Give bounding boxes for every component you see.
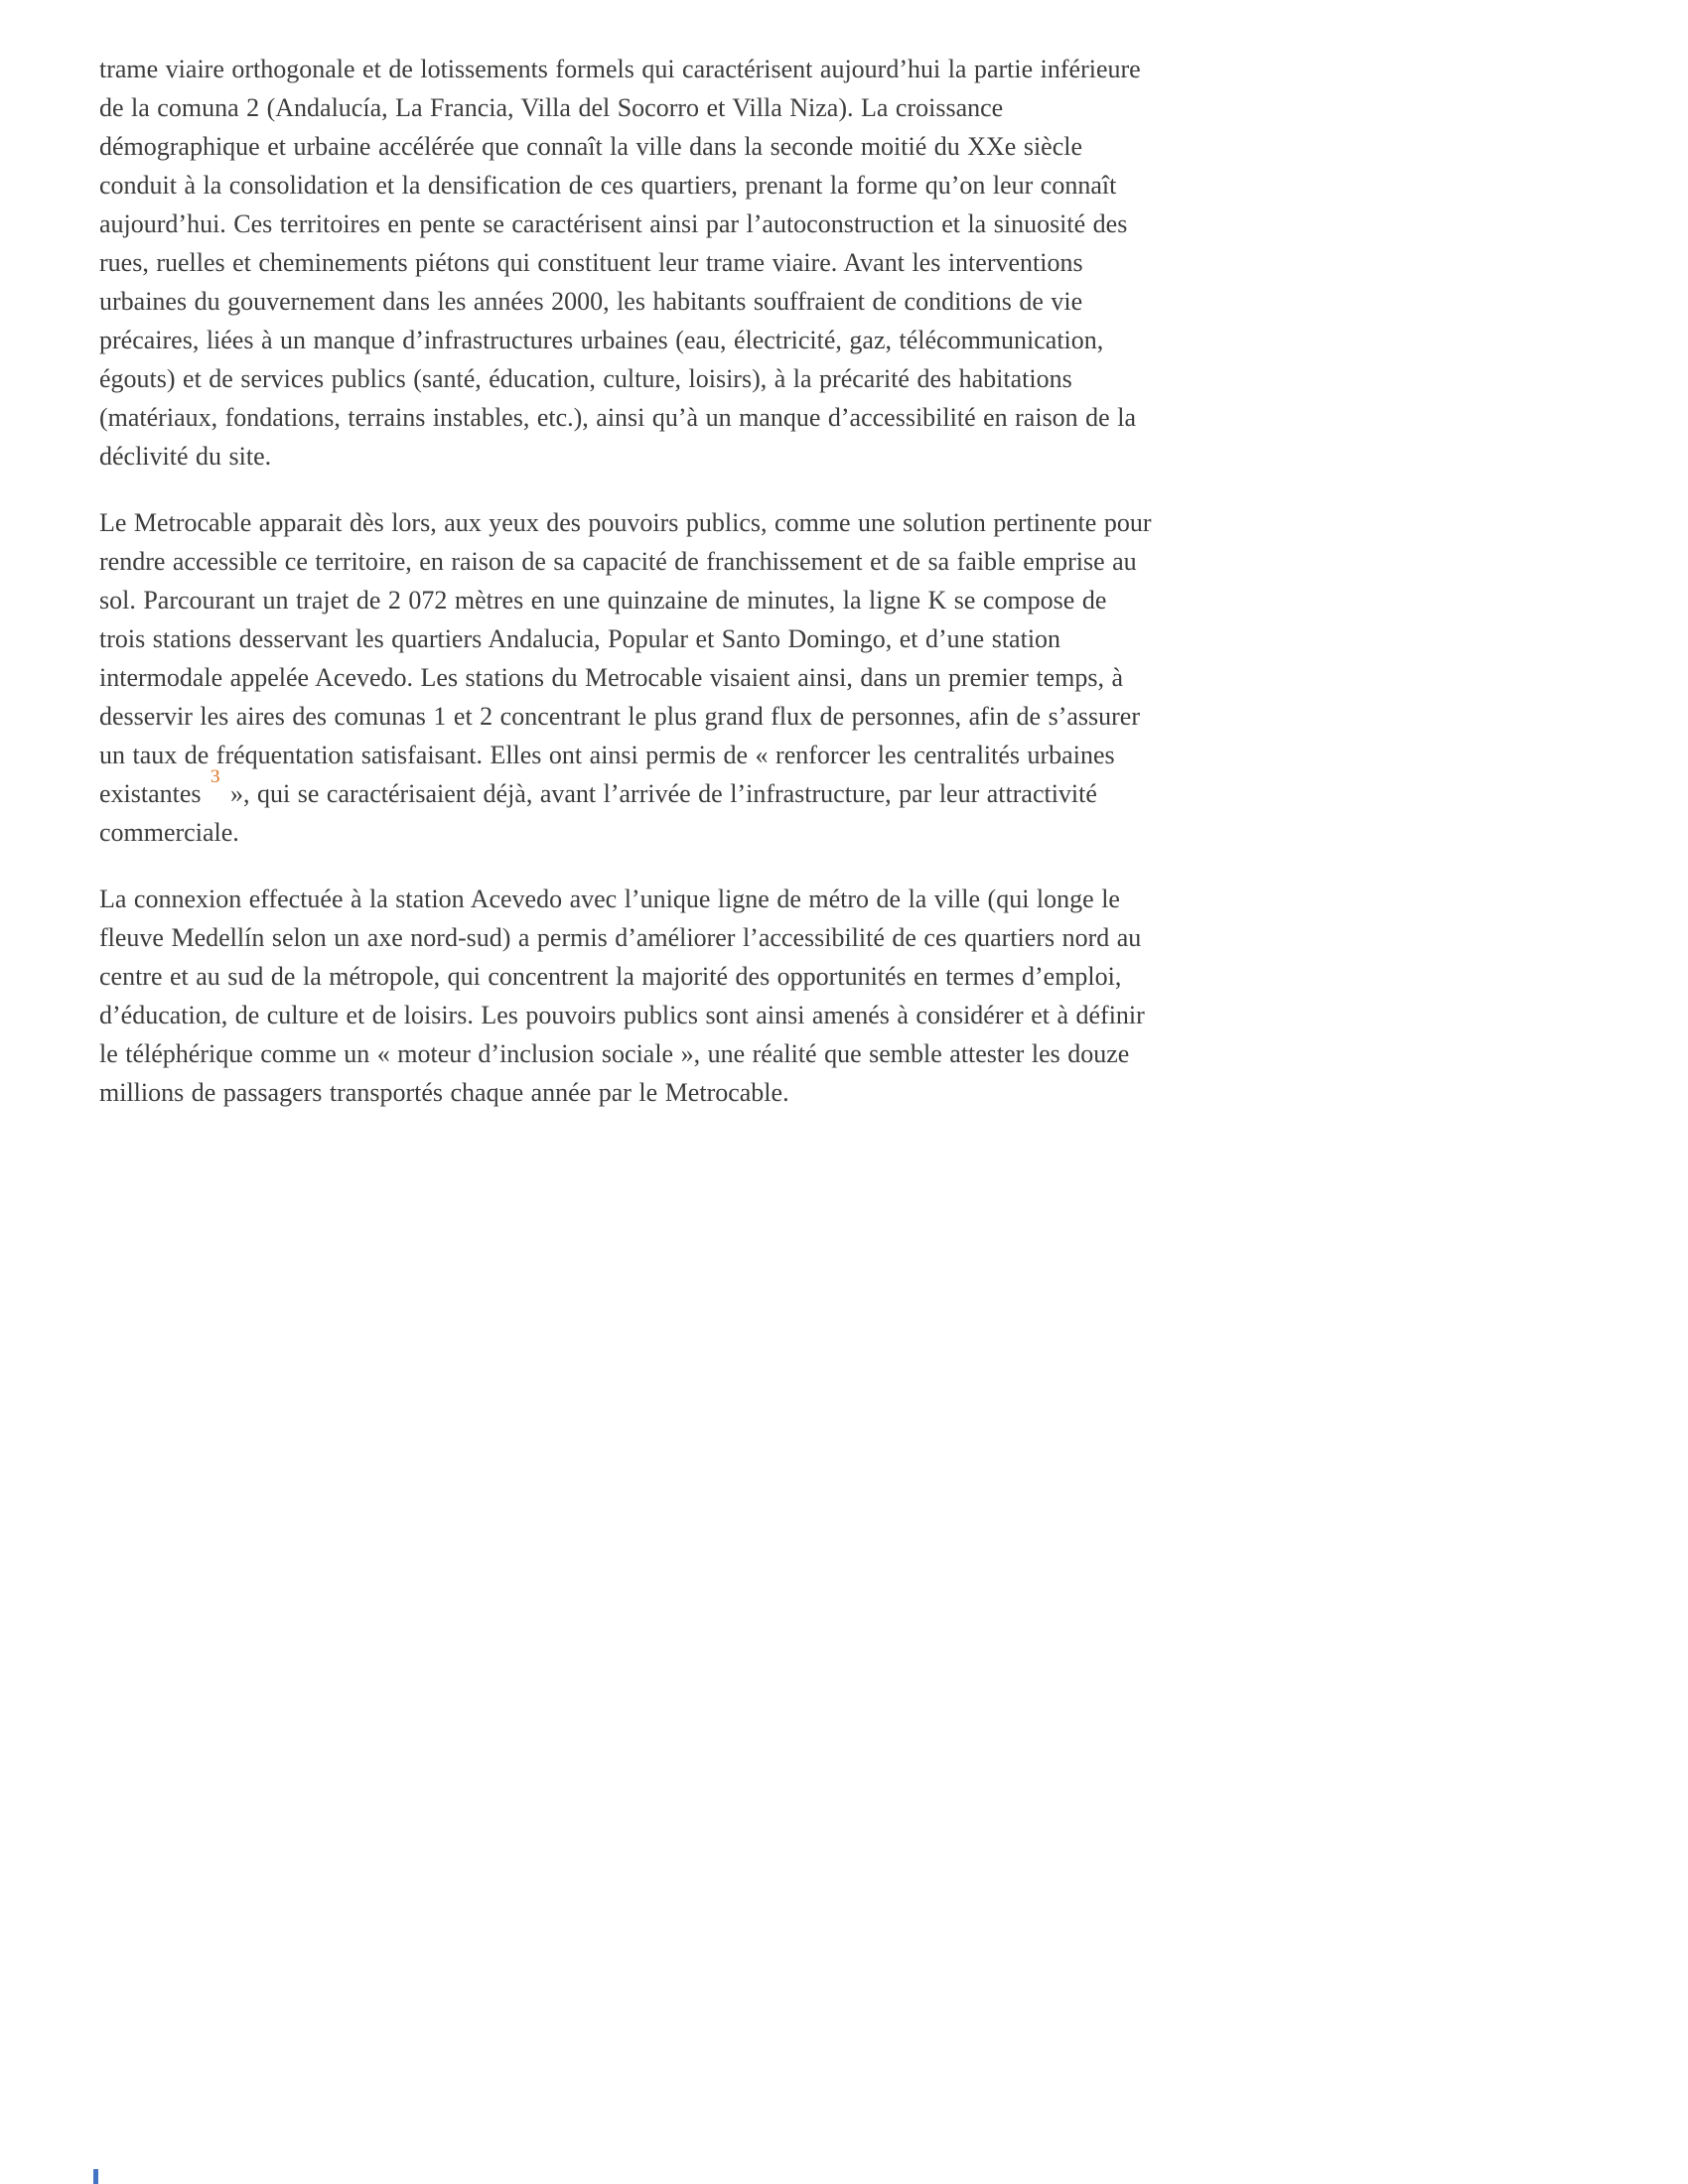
paragraph-3 (99, 880, 1152, 1112)
paragraph-2 (99, 503, 1152, 852)
article-body (99, 50, 1152, 1140)
text-run: trame viaire orthogonale et de lotissements formels qui caractérisent aujourd’hui la partie inférieure de la comuna 2 (Andalucía, La Francia, Villa del Socorro et Villa Niza). La croissance démographique et urbaine accélérée que connaît la ville dans la seconde moitié du XXe siècle conduit à la consolidation et la densification de ces quartiers, prenant la forme qu’on leur connaît aujourd’hui. Ces territoires en pente se caractérisent ainsi par l’autoconstruction et la sinuosité des rues, ruelles et cheminements piétons qui constituent leur trame viaire. Avant les interventions urbaines du gouvernement dans les années 2000, les habitants souffraient de conditions de vie précaires, liées à un manque d’infrastructures urbaines (eau, électricité, gaz, télécommunication, égouts) et de services publics (santé, éducation, culture, loisirs), à la précarité des habitations (matériaux, fondations, terrains instables, etc.), ainsi qu’à un manque d’accessibilité en raison de la déclivité du site. (99, 55, 1141, 471)
paragraph-1 (99, 50, 1152, 476)
page-bottom-border (93, 2169, 98, 2184)
text-run: La connexion effectuée à la station Acevedo avec l’unique ligne de métro de la ville (qui longe le fleuve Medellín selon un axe nord-sud) a permis d’améliorer l’accessibilité de ces quartiers nord au centre et au sud de la métropole, qui concentrent la majorité des opportunités en termes d’emploi, d’éducation, de culture et de loisirs. Les pouvoirs publics sont ainsi amenés à considérer et à définir le téléphérique comme un « moteur d’inclusion sociale », une réalité que semble attester les douze millions de passagers transportés chaque année par le Metrocable. (99, 885, 1145, 1107)
text-run: », qui se caractérisaient déjà, avant l’arrivée de l’infrastructure, par leur attractivité commerciale. (99, 779, 1097, 847)
footnote-ref-3[interactable]: 3 (211, 766, 220, 788)
text-run: Le Metrocable apparait dès lors, aux yeux des pouvoirs publics, comme une solution pertinente pour rendre accessible ce territoire, en raison de sa capacité de franchissement et de sa faible emprise au sol. Parcourant un trajet de 2 072 mètres en une quinzaine de minutes, la ligne K se compose de trois stations desservant les quartiers Andalucia, Popular et Santo Domingo, et d’une station intermodale appelée Acevedo. Les stations du Metrocable visaient ainsi, dans un premier temps, à desservir les aires des comunas 1 et 2 concentrant le plus grand flux de personnes, afin de s’assurer un taux de fréquentation satisfaisant. Elles ont ainsi permis de « renforcer les centralités urbaines existantes (99, 508, 1152, 808)
